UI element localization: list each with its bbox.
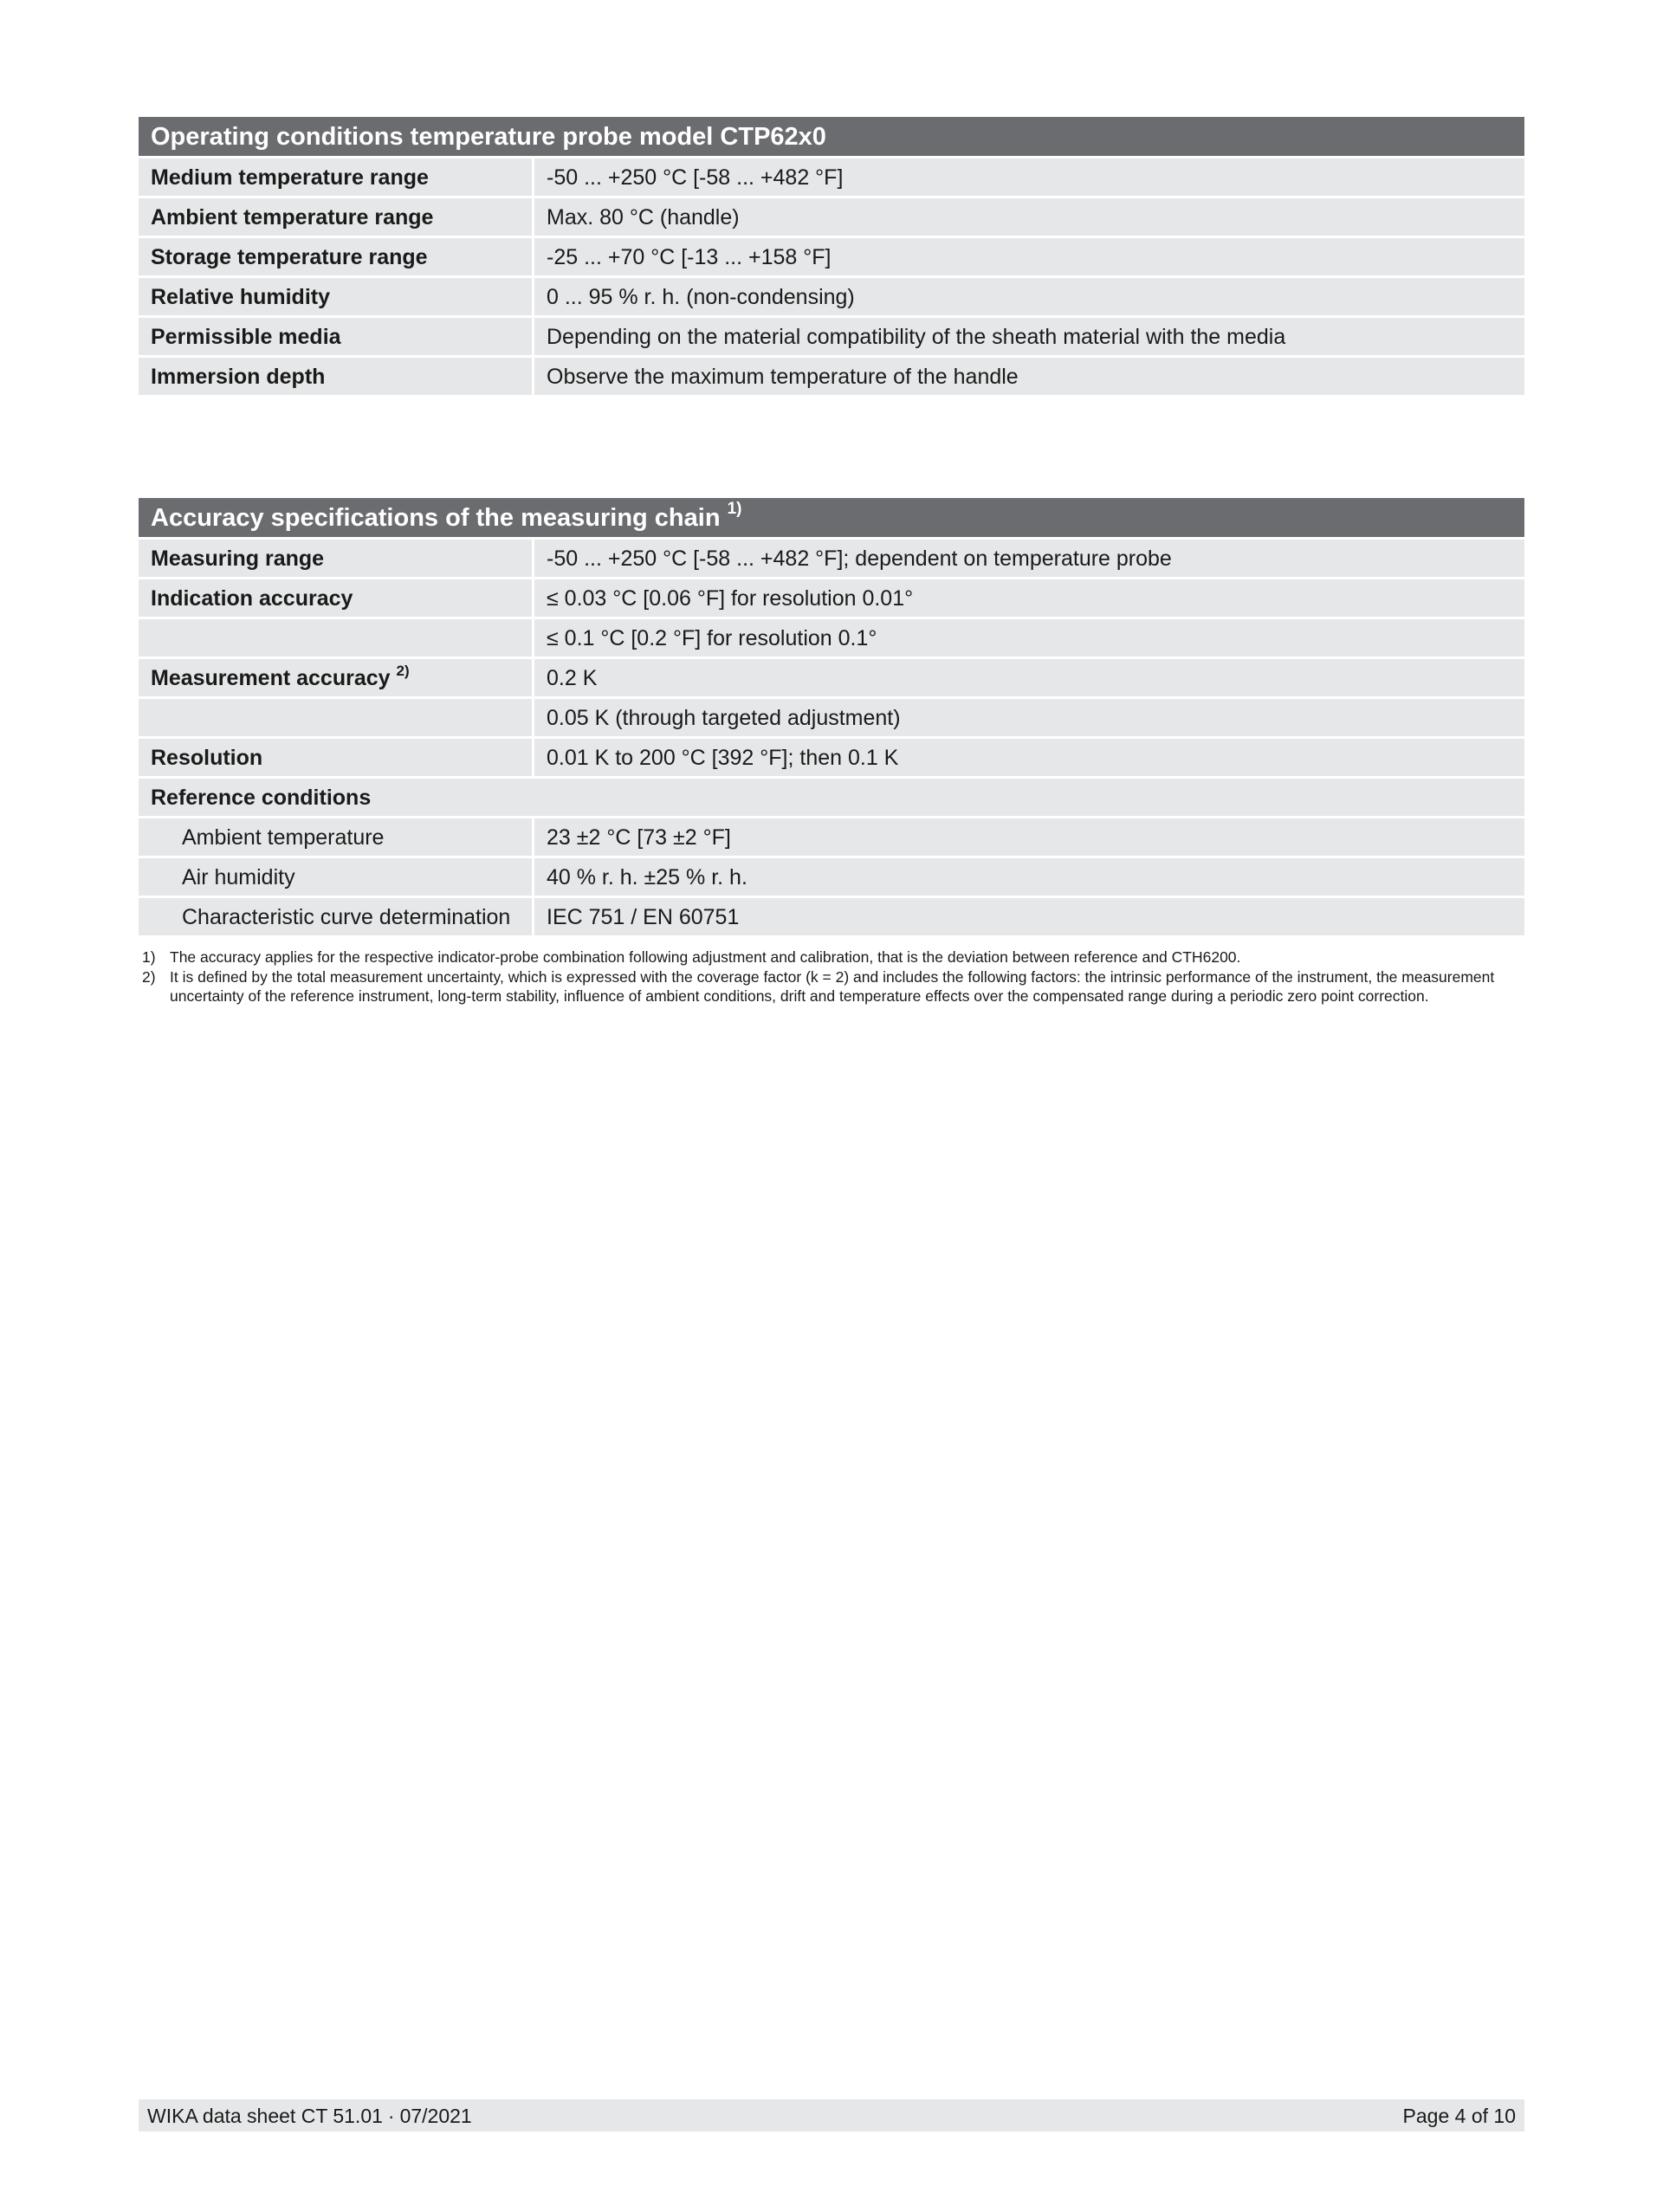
row-value: 23 ±2 °C [73 ±2 °F] — [534, 818, 1524, 856]
footer-page-number: Page 4 of 10 — [1402, 2105, 1516, 2127]
footer-doc-info — [147, 2099, 472, 2131]
footer-date: 07/2021 — [399, 2105, 472, 2127]
accuracy-specifications-table — [139, 498, 1524, 1006]
footnote-text: It is defined by the total measurement uncertainty, which is expressed with the coverage factor (k = 2) and includes the following factors: the intrinsic performance of the instrument, the measurement uncertainty of the reference instrument, long-term stability, influence of ambient conditions, drift and temperature effects over the compensated range during a periodic zero point correction. — [170, 967, 1495, 1005]
table-row — [139, 158, 1524, 196]
row-value: -50 ... +250 °C [-58 ... +482 °F] — [534, 158, 1524, 196]
table-row — [139, 278, 1524, 315]
table-row — [139, 818, 1524, 856]
footer-separator: · — [387, 2105, 395, 2127]
row-value: 0.01 K to 200 °C [392 °F]; then 0.1 K — [534, 739, 1524, 776]
row-value: -50 ... +250 °C [-58 ... +482 °F]; dependent on temperature probe — [534, 540, 1524, 577]
row-label: Resolution — [139, 739, 532, 776]
page-footer — [139, 2099, 1524, 2131]
measurement-accuracy-label: Measurement accuracy — [151, 666, 391, 690]
table-row — [139, 659, 1524, 696]
row-value: 0.05 K (through targeted adjustment) — [534, 699, 1524, 736]
row-value: IEC 751 / EN 60751 — [534, 898, 1524, 935]
footnote-ref: 1) — [727, 500, 742, 519]
footnote — [139, 948, 1524, 967]
empty-label-cell — [139, 619, 532, 656]
empty-label-cell — [139, 699, 532, 736]
row-value: ≤ 0.1 °C [0.2 °F] for resolution 0.1° — [534, 619, 1524, 656]
accuracy-specifications-title — [139, 498, 1524, 537]
row-label: Relative humidity — [139, 278, 532, 315]
table-row — [139, 540, 1524, 577]
footnote-text: The accuracy applies for the respective indicator-probe combination following adjustment and calibration, that is the deviation between reference and CTH6200. — [170, 948, 1241, 966]
footnote-number: 2) — [142, 967, 156, 986]
row-value: Observe the maximum temperature of the handle — [534, 358, 1524, 395]
row-label: Ambient temperature — [139, 818, 532, 856]
row-value: 40 % r. h. ±25 % r. h. — [534, 858, 1524, 896]
operating-conditions-title: Operating conditions temperature probe model CTP62x0 — [139, 117, 1524, 156]
table-row — [139, 358, 1524, 395]
row-value: -25 ... +70 °C [-13 ... +158 °F] — [534, 238, 1524, 275]
operating-conditions-table — [139, 117, 1524, 395]
row-label: Permissible media — [139, 318, 532, 355]
row-label: Indication accuracy — [139, 579, 532, 617]
table-row — [139, 238, 1524, 275]
accuracy-title-text: Accuracy specifications of the measuring chain — [151, 504, 721, 532]
row-label: Air humidity — [139, 858, 532, 896]
row-label: Immersion depth — [139, 358, 532, 395]
footnote-number: 1) — [142, 948, 156, 966]
row-value: Depending on the material compatibility of the sheath material with the media — [534, 318, 1524, 355]
row-label — [139, 659, 532, 696]
footnotes — [139, 948, 1524, 1006]
row-value: 0 ... 95 % r. h. (non-condensing) — [534, 278, 1524, 315]
row-value: 0.2 K — [534, 659, 1524, 696]
row-value: Max. 80 °C (handle) — [534, 198, 1524, 236]
footnote — [139, 967, 1524, 1006]
row-label: Measuring range — [139, 540, 532, 577]
row-label: Storage temperature range — [139, 238, 532, 275]
table-row — [139, 318, 1524, 355]
footnote-ref: 2) — [396, 662, 410, 679]
row-value: ≤ 0.03 °C [0.06 °F] for resolution 0.01° — [534, 579, 1524, 617]
table-row — [139, 699, 1524, 736]
row-label: Characteristic curve determination — [139, 898, 532, 935]
table-row — [139, 198, 1524, 236]
footer-doc-name: WIKA data sheet CT 51.01 — [147, 2105, 383, 2127]
section-label: Reference conditions — [139, 779, 1524, 816]
table-row — [139, 779, 1524, 816]
row-label: Medium temperature range — [139, 158, 532, 196]
table-row — [139, 579, 1524, 617]
table-row — [139, 898, 1524, 935]
table-row — [139, 619, 1524, 656]
row-label: Ambient temperature range — [139, 198, 532, 236]
table-row — [139, 858, 1524, 896]
table-row — [139, 739, 1524, 776]
